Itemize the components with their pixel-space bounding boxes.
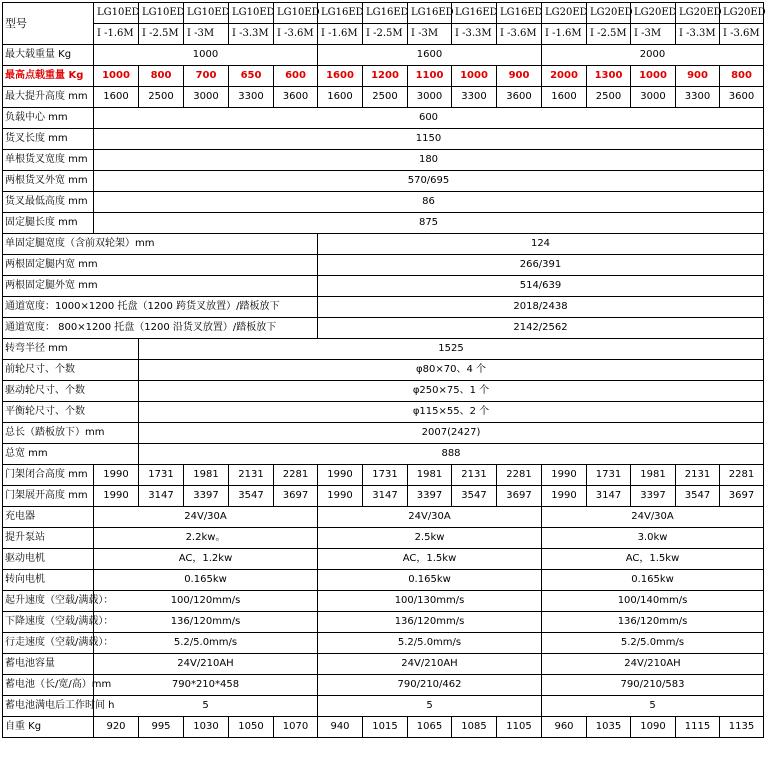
model-mast-cell: I -1.6M bbox=[542, 24, 587, 45]
spec-label: 转弯半径 mm bbox=[3, 339, 139, 360]
spec-row bbox=[3, 549, 764, 570]
spec-row bbox=[3, 696, 764, 717]
model-mast-cell: I -2.5M bbox=[363, 24, 408, 45]
spec-value: 570/695 bbox=[94, 171, 764, 192]
spec-value: 1065 bbox=[408, 717, 452, 738]
spec-label: 两根固定腿内宽 mm bbox=[3, 255, 318, 276]
spec-value: 0.165kw bbox=[318, 570, 542, 591]
spec-value: 2131 bbox=[229, 465, 274, 486]
model-mast-cell: I -3.3M bbox=[676, 24, 720, 45]
spec-value: 2281 bbox=[274, 465, 318, 486]
spec-value: 900 bbox=[497, 66, 542, 87]
spec-row bbox=[3, 507, 764, 528]
spec-value: 3000 bbox=[631, 87, 676, 108]
spec-value: 5 bbox=[94, 696, 318, 717]
model-code-cell: LG20ED bbox=[720, 3, 764, 24]
spec-row bbox=[3, 276, 764, 297]
spec-value: 100/130mm/s bbox=[318, 591, 542, 612]
spec-row bbox=[3, 339, 764, 360]
spec-label: 总长（踏板放下）mm bbox=[3, 423, 139, 444]
spec-row bbox=[3, 675, 764, 696]
spec-value: 136/120mm/s bbox=[318, 612, 542, 633]
spec-label: 充电器 bbox=[3, 507, 94, 528]
model-code-cell: LG16ED bbox=[497, 3, 542, 24]
spec-row bbox=[3, 570, 764, 591]
model-code-cell: LG20ED bbox=[676, 3, 720, 24]
spec-value: 1731 bbox=[363, 465, 408, 486]
spec-value: 266/391 bbox=[318, 255, 764, 276]
spec-value: 1050 bbox=[229, 717, 274, 738]
spec-value: 24V/30A bbox=[318, 507, 542, 528]
spec-value: 3697 bbox=[720, 486, 764, 507]
spec-value: 800 bbox=[139, 66, 184, 87]
spec-value: 1990 bbox=[542, 465, 587, 486]
spec-value: 3547 bbox=[229, 486, 274, 507]
spec-value: 1150 bbox=[94, 129, 764, 150]
spec-value: 2142/2562 bbox=[318, 318, 764, 339]
spec-value: 2007(2427) bbox=[139, 423, 764, 444]
model-code-cell: LG20ED bbox=[631, 3, 676, 24]
spec-value: 1990 bbox=[318, 465, 363, 486]
spec-value: 1000 bbox=[94, 66, 139, 87]
spec-row bbox=[3, 108, 764, 129]
spec-value: 1990 bbox=[94, 486, 139, 507]
spec-value: 1600 bbox=[318, 87, 363, 108]
spec-value: 920 bbox=[94, 717, 139, 738]
spec-value: 2500 bbox=[587, 87, 631, 108]
spec-value: 2000 bbox=[542, 66, 587, 87]
spec-label: 通道宽度：1000×1200 托盘（1200 跨货叉放置）/踏板放下 bbox=[3, 297, 318, 318]
spec-value: 700 bbox=[184, 66, 229, 87]
spec-value: 180 bbox=[94, 150, 764, 171]
spec-label: 驱动电机 bbox=[3, 549, 94, 570]
spec-value: 86 bbox=[94, 192, 764, 213]
spec-value: 1015 bbox=[363, 717, 408, 738]
spec-value: 136/120mm/s bbox=[94, 612, 318, 633]
model-code-cell: LG10ED bbox=[94, 3, 139, 24]
spec-label: 行走速度（空载/满载）： bbox=[3, 633, 94, 654]
model-mast-cell: I -2.5M bbox=[587, 24, 631, 45]
spec-value: 3.0kw bbox=[542, 528, 764, 549]
model-code-cell: LG20ED bbox=[542, 3, 587, 24]
spec-value: 1030 bbox=[184, 717, 229, 738]
spec-value: 1090 bbox=[631, 717, 676, 738]
spec-value: 1525 bbox=[139, 339, 764, 360]
spec-value: 1000 bbox=[452, 66, 497, 87]
spec-row bbox=[3, 318, 764, 339]
spec-value: 0.165kw bbox=[94, 570, 318, 591]
spec-value: 3147 bbox=[363, 486, 408, 507]
model-code-cell: LG10ED bbox=[139, 3, 184, 24]
spec-value: 1731 bbox=[587, 465, 631, 486]
spec-row bbox=[3, 381, 764, 402]
spec-value: 5 bbox=[318, 696, 542, 717]
spec-row bbox=[3, 633, 764, 654]
spec-row bbox=[3, 45, 764, 66]
spec-row bbox=[3, 255, 764, 276]
spec-row bbox=[3, 402, 764, 423]
spec-value: 24V/30A bbox=[94, 507, 318, 528]
spec-value: 100/140mm/s bbox=[542, 591, 764, 612]
spec-value: 2.5kw bbox=[318, 528, 542, 549]
model-code-cell: LG16ED bbox=[408, 3, 452, 24]
spec-label: 平衡轮尺寸、个数 bbox=[3, 402, 139, 423]
spec-value: 1981 bbox=[184, 465, 229, 486]
spec-value: 790*210*458 bbox=[94, 675, 318, 696]
spec-row bbox=[3, 213, 764, 234]
spec-value: 1990 bbox=[94, 465, 139, 486]
spec-label: 下降速度（空载/满载）： bbox=[3, 612, 94, 633]
model-code-cell: LG16ED bbox=[452, 3, 497, 24]
model-code-cell: LG16ED bbox=[318, 3, 363, 24]
spec-value: 2131 bbox=[676, 465, 720, 486]
model-code-cell: LG10ED bbox=[184, 3, 229, 24]
spec-value: 514/639 bbox=[318, 276, 764, 297]
model-mast-cell: I -3.3M bbox=[229, 24, 274, 45]
model-code-cell: LG10ED bbox=[229, 3, 274, 24]
model-mast-cell: I -3M bbox=[408, 24, 452, 45]
spec-row bbox=[3, 192, 764, 213]
spec-value: 3547 bbox=[676, 486, 720, 507]
spec-label: 货叉长度 mm bbox=[3, 129, 94, 150]
spec-value: 900 bbox=[676, 66, 720, 87]
spec-value: 1981 bbox=[408, 465, 452, 486]
model-code-cell: LG20ED bbox=[587, 3, 631, 24]
spec-row bbox=[3, 423, 764, 444]
spec-label: 提升泵站 bbox=[3, 528, 94, 549]
spec-row bbox=[3, 654, 764, 675]
spec-value: 3697 bbox=[274, 486, 318, 507]
spec-value: 2500 bbox=[139, 87, 184, 108]
spec-value: 24V/30A bbox=[542, 507, 764, 528]
spec-label: 起升速度（空载/满载）： bbox=[3, 591, 94, 612]
spec-value: 2018/2438 bbox=[318, 297, 764, 318]
model-mast-cell: I -3.6M bbox=[497, 24, 542, 45]
spec-value: 1600 bbox=[542, 87, 587, 108]
model-mast-cell: I -3.6M bbox=[274, 24, 318, 45]
spec-value: AC，1.5kw bbox=[318, 549, 542, 570]
spec-value: 3697 bbox=[497, 486, 542, 507]
spec-value: 5.2/5.0mm/s bbox=[318, 633, 542, 654]
spec-value: 2281 bbox=[720, 465, 764, 486]
model-mast-cell: I -1.6M bbox=[94, 24, 139, 45]
spec-value: 1070 bbox=[274, 717, 318, 738]
spec-value: 800 bbox=[720, 66, 764, 87]
spec-value: 2131 bbox=[452, 465, 497, 486]
spec-row bbox=[3, 528, 764, 549]
model-row-1 bbox=[3, 3, 764, 24]
spec-value: 3000 bbox=[408, 87, 452, 108]
spec-value: 3300 bbox=[229, 87, 274, 108]
spec-value: 3147 bbox=[139, 486, 184, 507]
spec-value: 600 bbox=[94, 108, 764, 129]
spec-value: 3547 bbox=[452, 486, 497, 507]
spec-label: 蓄电池容量 bbox=[3, 654, 94, 675]
spec-label: 自重 Kg bbox=[3, 717, 94, 738]
spec-label: 门架展开高度 mm bbox=[3, 486, 94, 507]
spec-row bbox=[3, 444, 764, 465]
spec-value: 1731 bbox=[139, 465, 184, 486]
model-mast-cell: I -3.6M bbox=[720, 24, 764, 45]
model-row-2 bbox=[3, 24, 764, 45]
spec-label: 前轮尺寸、个数 bbox=[3, 360, 139, 381]
spec-row bbox=[3, 486, 764, 507]
spec-value: 0.165kw bbox=[542, 570, 764, 591]
spec-value: 1035 bbox=[587, 717, 631, 738]
spec-label: 最大提升高度 mm bbox=[3, 87, 94, 108]
model-code-cell: LG16ED bbox=[363, 3, 408, 24]
spec-value: 24V/210AH bbox=[94, 654, 318, 675]
spec-row bbox=[3, 717, 764, 738]
spec-value: 650 bbox=[229, 66, 274, 87]
spec-value: 1000 bbox=[631, 66, 676, 87]
spec-value: 1600 bbox=[318, 45, 542, 66]
spec-value: AC，1.2kw bbox=[94, 549, 318, 570]
spec-row bbox=[3, 591, 764, 612]
spec-label: 总宽 mm bbox=[3, 444, 139, 465]
spec-label: 两根固定腿外宽 mm bbox=[3, 276, 318, 297]
spec-value: 940 bbox=[318, 717, 363, 738]
spec-value: 3397 bbox=[408, 486, 452, 507]
spec-value: 3300 bbox=[676, 87, 720, 108]
spec-value: 1200 bbox=[363, 66, 408, 87]
spec-value: 1981 bbox=[631, 465, 676, 486]
spec-value: 995 bbox=[139, 717, 184, 738]
model-mast-cell: I -2.5M bbox=[139, 24, 184, 45]
spec-value: 790/210/462 bbox=[318, 675, 542, 696]
spec-row bbox=[3, 297, 764, 318]
spec-row bbox=[3, 234, 764, 255]
model-mast-cell: I -1.6M bbox=[318, 24, 363, 45]
spec-value: 1105 bbox=[497, 717, 542, 738]
spec-label: 通道宽度： 800×1200 托盘（1200 沿货叉放置）/踏板放下 bbox=[3, 318, 318, 339]
model-code-cell: LG10ED bbox=[274, 3, 318, 24]
spec-row bbox=[3, 171, 764, 192]
spec-value: φ250×75、1 个 bbox=[139, 381, 764, 402]
spec-value: 1085 bbox=[452, 717, 497, 738]
spec-value: 136/120mm/s bbox=[542, 612, 764, 633]
spec-value: 2000 bbox=[542, 45, 764, 66]
spec-value: 3397 bbox=[631, 486, 676, 507]
spec-value: 3600 bbox=[274, 87, 318, 108]
spec-value: 2.2kw。 bbox=[94, 528, 318, 549]
spec-row bbox=[3, 150, 764, 171]
spec-label: 固定腿长度 mm bbox=[3, 213, 94, 234]
spec-value: 2281 bbox=[497, 465, 542, 486]
spec-value: 1100 bbox=[408, 66, 452, 87]
spec-value: φ115×55、2 个 bbox=[139, 402, 764, 423]
spec-label: 蓄电池（长/宽/高）mm bbox=[3, 675, 94, 696]
model-label: 型号 bbox=[3, 3, 94, 45]
model-mast-cell: I -3.3M bbox=[452, 24, 497, 45]
spec-value: 1600 bbox=[318, 66, 363, 87]
spec-table-body bbox=[3, 3, 764, 738]
spec-label: 驱动轮尺寸、个数 bbox=[3, 381, 139, 402]
spec-row bbox=[3, 66, 764, 87]
spec-value: 3000 bbox=[184, 87, 229, 108]
spec-value: 790/210/583 bbox=[542, 675, 764, 696]
spec-value: 3397 bbox=[184, 486, 229, 507]
spec-value: 1135 bbox=[720, 717, 764, 738]
spec-row bbox=[3, 612, 764, 633]
spec-row bbox=[3, 465, 764, 486]
spec-label: 单根货叉宽度 mm bbox=[3, 150, 94, 171]
spec-label: 负载中心 mm bbox=[3, 108, 94, 129]
spec-value: 24V/210AH bbox=[542, 654, 764, 675]
spec-label: 货叉最低高度 mm bbox=[3, 192, 94, 213]
spec-row bbox=[3, 360, 764, 381]
spec-value: 1115 bbox=[676, 717, 720, 738]
spec-table bbox=[2, 2, 764, 738]
spec-value: 600 bbox=[274, 66, 318, 87]
spec-row bbox=[3, 129, 764, 150]
spec-value: 1300 bbox=[587, 66, 631, 87]
spec-label: 最大载重量 Kg bbox=[3, 45, 94, 66]
spec-value: 2500 bbox=[363, 87, 408, 108]
spec-value: 1990 bbox=[318, 486, 363, 507]
spec-value: 5 bbox=[542, 696, 764, 717]
spec-value: 5.2/5.0mm/s bbox=[542, 633, 764, 654]
spec-value: 888 bbox=[139, 444, 764, 465]
spec-label: 最高点载重量 Kg bbox=[3, 66, 94, 87]
spec-value: 24V/210AH bbox=[318, 654, 542, 675]
spec-value: 960 bbox=[542, 717, 587, 738]
spec-label: 转向电机 bbox=[3, 570, 94, 591]
spec-value: 100/120mm/s bbox=[94, 591, 318, 612]
spec-value: 3600 bbox=[720, 87, 764, 108]
spec-label: 蓄电池满电后工作时间 h bbox=[3, 696, 94, 717]
spec-value: 5.2/5.0mm/s bbox=[94, 633, 318, 654]
model-mast-cell: I -3M bbox=[184, 24, 229, 45]
spec-label: 门架闭合高度 mm bbox=[3, 465, 94, 486]
spec-value: 3600 bbox=[497, 87, 542, 108]
spec-value: 1000 bbox=[94, 45, 318, 66]
spec-label: 单固定腿宽度（含前双轮架）mm bbox=[3, 234, 318, 255]
model-mast-cell: I -3M bbox=[631, 24, 676, 45]
spec-value: 124 bbox=[318, 234, 764, 255]
spec-value: φ80×70、4 个 bbox=[139, 360, 764, 381]
spec-value: 1600 bbox=[94, 87, 139, 108]
spec-value: 3300 bbox=[452, 87, 497, 108]
spec-label: 两根货叉外宽 mm bbox=[3, 171, 94, 192]
spec-value: 1990 bbox=[542, 486, 587, 507]
spec-value: 3147 bbox=[587, 486, 631, 507]
spec-value: 875 bbox=[94, 213, 764, 234]
spec-value: AC，1.5kw bbox=[542, 549, 764, 570]
spec-row bbox=[3, 87, 764, 108]
